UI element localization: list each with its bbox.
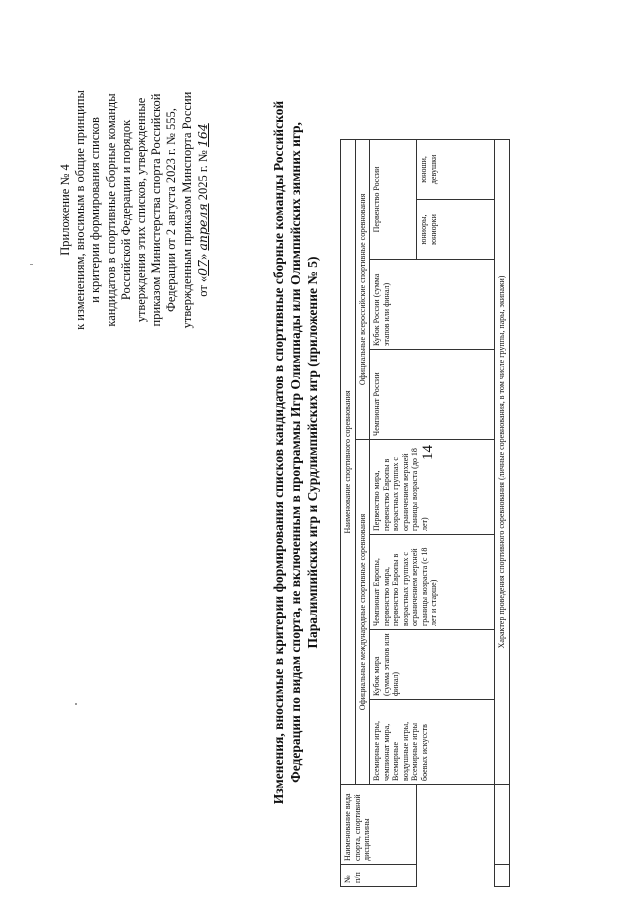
page-number: 14 (420, 445, 436, 460)
appendix-line: Федерации от 2 августа 2023 г. № 555, (164, 108, 179, 312)
scan-speck (75, 703, 77, 705)
appendix-line: приказом Министерства спорта Российской (149, 93, 164, 327)
header-sport: Наименование вида спорта, спортивной дисциплины (341, 785, 417, 865)
table-spacer (341, 18, 495, 139)
col-intl-1: Всемирные игры, чемпионат мира, Всемирные воздушные игры, Всемирные игры боевых искусств (370, 700, 495, 785)
scan-speck (30, 264, 33, 265)
col-ru-2: Кубок России (сумма этапов или финал) (370, 260, 495, 350)
appendix-line: к изменениям, вносимым в общие принципы (73, 90, 88, 330)
col-intl-3: Чемпионат Европы, первенство мира, первенство Европы в возрастных группах с ограничением верхней границы возраста (с 18 лет и старше) (370, 535, 495, 630)
title-line: Паралимпийских игр и Сурдлимпийских игр (приложение № 5) (305, 256, 320, 649)
title-line: Изменения, вносимые в критерии формирования списков кандидатов в спортивные сборные команды Российской (271, 100, 286, 805)
header-num: № п/п (341, 865, 417, 887)
appendix-line: утвержденным приказом Минспорта России (179, 91, 194, 329)
criteria-table (340, 18, 510, 887)
col-ru-1: Чемпионат России (370, 350, 495, 440)
header-group: Наименование спортивного соревнования (341, 139, 356, 784)
appendix-line: Российской Федерации и порядок (118, 119, 133, 301)
handwritten-month: апреля (194, 203, 210, 251)
table-footer: Характер проведения спортивного соревнования (личные соревнования, в том числе группы, пары, экипажи) (495, 139, 510, 784)
appendix-line: утверждения этих списков, утвержденные (134, 97, 149, 323)
appendix-line: и критерии формирования списков (88, 117, 103, 303)
col-intl-4: Первенство мира, первенство Европы в возрастных группах с ограничением верхней границы возраста (до 18 лет) (370, 440, 495, 535)
appendix-date-line (195, 35, 211, 385)
appendix-line: кандидатов в спортивные сборные команды (103, 93, 118, 327)
handwritten-number: 164 (194, 123, 210, 148)
sub-juniors: юниоры, юниорки (417, 200, 495, 260)
header-intl: Официальные международные спортивные соревнования (355, 440, 370, 785)
date-mid: » (195, 250, 210, 260)
header-ru: Официальные всероссийские спортивные соревнования (355, 139, 370, 439)
col-ru-3: Первенство России (370, 139, 417, 259)
col-intl-2: Кубок мира (сумма этапов или финал) (370, 630, 495, 700)
title-line: Федерации по видам спорта, не включенным в программы Игр Олимпиады или Олимпийских зимних игр, (288, 122, 303, 783)
appendix-line: Приложение № 4 (58, 164, 72, 256)
appendix-block (58, 35, 211, 385)
handwritten-day: 07 (194, 259, 210, 276)
date-year: 2025 г. № (195, 147, 210, 204)
document-title (270, 60, 321, 845)
date-prefix: от « (195, 275, 210, 297)
sub-youth: юноши, девушки (417, 139, 495, 199)
